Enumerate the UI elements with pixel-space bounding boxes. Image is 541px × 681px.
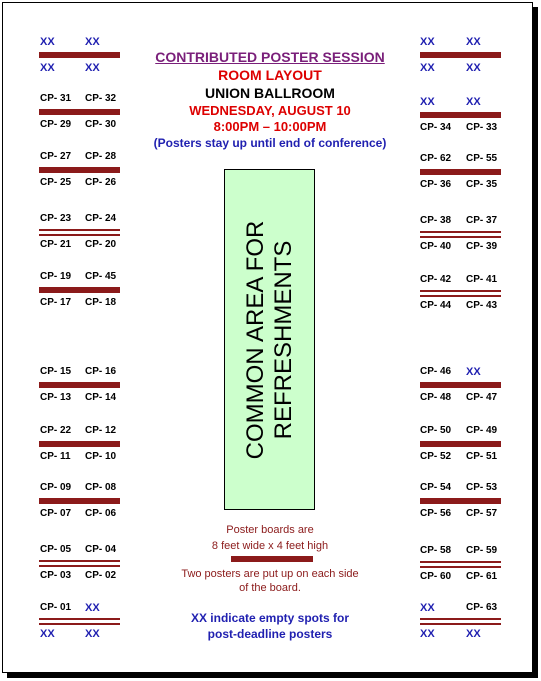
empty-spot-label: XX bbox=[420, 96, 435, 108]
poster-label: CP- 60 bbox=[420, 571, 452, 582]
poster-board-edge bbox=[39, 623, 120, 625]
poster-label: CP- 42 bbox=[420, 274, 452, 285]
poster-label: CP- 37 bbox=[466, 215, 498, 226]
poster-label: CP- 29 bbox=[40, 119, 72, 130]
poster-board bbox=[39, 498, 120, 504]
poster-label: CP- 30 bbox=[85, 119, 117, 130]
poster-board bbox=[420, 290, 501, 292]
poster-label: CP- 09 bbox=[40, 482, 72, 493]
empty-spot-label: XX bbox=[40, 628, 55, 640]
poster-label: CP- 50 bbox=[420, 425, 452, 436]
poster-label: CP- 25 bbox=[40, 177, 72, 188]
poster-label: CP- 21 bbox=[40, 239, 72, 250]
session-title: CONTRIBUTED POSTER SESSION bbox=[155, 49, 385, 65]
poster-label: CP- 15 bbox=[40, 366, 72, 377]
poster-label: CP- 38 bbox=[420, 215, 452, 226]
poster-label: CP- 27 bbox=[40, 151, 72, 162]
poster-board bbox=[39, 287, 120, 293]
poster-label: CP- 48 bbox=[420, 392, 452, 403]
poster-label: CP- 44 bbox=[420, 300, 452, 311]
poster-label: CP- 28 bbox=[85, 151, 117, 162]
poster-board bbox=[39, 167, 120, 173]
empty-spot-label: XX bbox=[466, 62, 481, 74]
refreshment-label-line2: REFRESHMENTS bbox=[269, 240, 297, 439]
empty-spots-line1: XX indicate empty spots for bbox=[190, 611, 350, 625]
poster-label: CP- 33 bbox=[466, 122, 498, 133]
poster-label: CP- 31 bbox=[40, 93, 72, 104]
poster-label: CP- 18 bbox=[85, 297, 117, 308]
poster-label: CP- 19 bbox=[40, 271, 72, 282]
poster-label: CP- 52 bbox=[420, 451, 452, 462]
poster-board-edge bbox=[420, 295, 501, 297]
empty-spot-label: XX bbox=[420, 62, 435, 74]
poster-label: CP- 47 bbox=[466, 392, 498, 403]
poster-board bbox=[420, 618, 501, 620]
poster-board bbox=[420, 561, 501, 563]
empty-spot-label: XX bbox=[85, 36, 100, 48]
poster-label: CP- 40 bbox=[420, 241, 452, 252]
poster-label: CP- 04 bbox=[85, 544, 117, 555]
poster-label: CP- 02 bbox=[85, 570, 117, 581]
poster-label: CP- 63 bbox=[466, 602, 498, 613]
poster-board bbox=[39, 441, 120, 447]
poster-label: CP- 24 bbox=[85, 213, 117, 224]
poster-board bbox=[39, 560, 120, 562]
poster-label: CP- 49 bbox=[466, 425, 498, 436]
poster-label: CP- 20 bbox=[85, 239, 117, 250]
empty-spot-label: XX bbox=[466, 366, 481, 378]
poster-label: CP- 39 bbox=[466, 241, 498, 252]
refreshment-label-line1: COMMON AREA FOR bbox=[241, 220, 269, 459]
poster-label: CP- 03 bbox=[40, 570, 72, 581]
poster-label: CP- 23 bbox=[40, 213, 72, 224]
poster-label: CP- 22 bbox=[40, 425, 72, 436]
poster-label: CP- 12 bbox=[85, 425, 117, 436]
poster-label: CP- 01 bbox=[40, 602, 72, 613]
poster-board-edge bbox=[420, 623, 501, 625]
date-heading: WEDNESDAY, AUGUST 10 bbox=[189, 103, 351, 118]
poster-board bbox=[39, 229, 120, 231]
poster-label: CP- 46 bbox=[420, 366, 452, 377]
empty-spots-line2: post-deadline posters bbox=[207, 627, 333, 641]
poster-label: CP- 59 bbox=[466, 545, 498, 556]
empty-spot-label: XX bbox=[85, 628, 100, 640]
poster-label: CP- 35 bbox=[466, 179, 498, 190]
empty-spot-label: XX bbox=[420, 36, 435, 48]
poster-label: CP- 26 bbox=[85, 177, 117, 188]
refreshment-area bbox=[224, 169, 315, 510]
poster-label: CP- 56 bbox=[420, 508, 452, 519]
poster-label: CP- 53 bbox=[466, 482, 498, 493]
board-size-line1: Poster boards are bbox=[226, 524, 314, 536]
venue-heading: UNION BALLROOM bbox=[205, 85, 335, 101]
poster-board bbox=[39, 618, 120, 620]
poster-label: CP- 57 bbox=[466, 508, 498, 519]
poster-label: CP- 17 bbox=[40, 297, 72, 308]
poster-label: CP- 06 bbox=[85, 508, 117, 519]
poster-label: CP- 62 bbox=[420, 153, 452, 164]
poster-label: CP- 08 bbox=[85, 482, 117, 493]
two-posters-line1: Two posters are put up on each side bbox=[181, 568, 359, 580]
poster-board bbox=[420, 498, 501, 504]
two-posters-line2: of the board. bbox=[239, 582, 301, 594]
empty-spot-label: XX bbox=[466, 96, 481, 108]
poster-label: CP- 14 bbox=[85, 392, 117, 403]
room-layout-heading: ROOM LAYOUT bbox=[218, 67, 322, 83]
poster-board bbox=[420, 169, 501, 175]
poster-board-edge bbox=[39, 234, 120, 236]
empty-spot-label: XX bbox=[420, 602, 435, 614]
poster-label: CP- 10 bbox=[85, 451, 117, 462]
poster-label: CP- 05 bbox=[40, 544, 72, 555]
poster-label: CP- 45 bbox=[85, 271, 117, 282]
poster-label: CP- 51 bbox=[466, 451, 498, 462]
empty-spot-label: XX bbox=[466, 36, 481, 48]
empty-spot-label: XX bbox=[85, 602, 100, 614]
time-heading: 8:00PM – 10:00PM bbox=[213, 119, 327, 134]
empty-spot-label: XX bbox=[85, 62, 100, 74]
poster-board bbox=[420, 52, 501, 58]
poster-label: CP- 43 bbox=[466, 300, 498, 311]
poster-board bbox=[420, 441, 501, 447]
stay-up-note: (Posters stay up until end of conference) bbox=[153, 136, 387, 150]
poster-board bbox=[39, 109, 120, 115]
poster-board-edge bbox=[39, 565, 120, 567]
empty-spot-label: XX bbox=[420, 628, 435, 640]
poster-label: CP- 13 bbox=[40, 392, 72, 403]
poster-board bbox=[420, 112, 501, 118]
poster-label: CP- 41 bbox=[466, 274, 498, 285]
poster-board bbox=[420, 382, 501, 388]
poster-label: CP- 11 bbox=[40, 451, 71, 462]
poster-label: CP- 34 bbox=[420, 122, 452, 133]
poster-label: CP- 58 bbox=[420, 545, 452, 556]
poster-label: CP- 55 bbox=[466, 153, 498, 164]
poster-board bbox=[420, 231, 501, 233]
empty-spot-label: XX bbox=[40, 62, 55, 74]
poster-board bbox=[39, 382, 120, 388]
poster-label: CP- 16 bbox=[85, 366, 117, 377]
poster-label: CP- 54 bbox=[420, 482, 452, 493]
poster-label: CP- 36 bbox=[420, 179, 452, 190]
empty-spot-label: XX bbox=[466, 628, 481, 640]
board-size-line2: 8 feet wide x 4 feet high bbox=[211, 540, 329, 552]
poster-board bbox=[39, 52, 120, 58]
legend-board bbox=[231, 556, 313, 562]
poster-board-edge bbox=[420, 566, 501, 568]
poster-label: CP- 61 bbox=[466, 571, 498, 582]
poster-label: CP- 32 bbox=[85, 93, 117, 104]
poster-board-edge bbox=[420, 236, 501, 238]
poster-label: CP- 07 bbox=[40, 508, 72, 519]
empty-spot-label: XX bbox=[40, 36, 55, 48]
